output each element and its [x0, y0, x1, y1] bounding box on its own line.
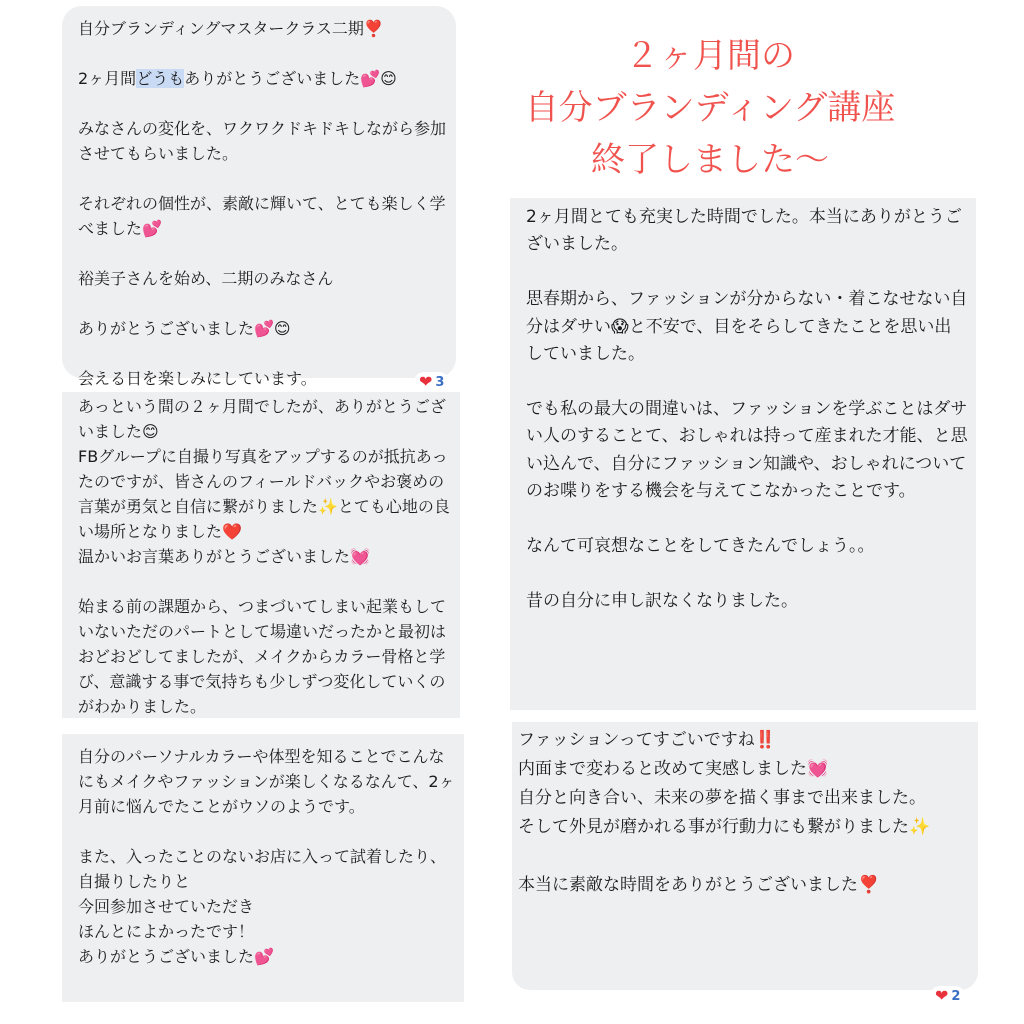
message-bubble-5[interactable] [512, 722, 978, 990]
message-text: 2ヶ月間とても充実した時間でした。本当にありがとうございました。 思春期から、ファッションが分からない・着こなせない自分はダサい😱と不安で、目をそらしてきたことを思い出していました。 でも私の最大の間違いは、ファッションを学ぶことはダサい人のすることて、おしゃれは持って産まれた才能、と思い込んで、自分にファッション知識や、おしゃれについてのお喋りをする機会を与えてこなかったことです。 なんて可哀想なことをしてきたんでしょう。。 昔の自分に申し訳なくなりました。 [526, 207, 968, 611]
message-bubble-3[interactable] [62, 734, 464, 1002]
message-text-rest: みなさんの変化を、ワクワクドキドキしながら参加させてもらいました。 それぞれの個性が、素敵に輝いて、とても楽しく学べました💕 裕美子さんを始め、二期のみなさん ありがとうございました💕😊 会える日を楽しみにしています。 [78, 119, 447, 388]
message-text-start: 2ヶ月間 [78, 69, 137, 88]
heart-icon: ❤ [419, 372, 433, 391]
message-bubble-4[interactable] [510, 198, 976, 710]
headline: ２ヶ月間の 自分ブランディング講座 終了しました〜 [524, 36, 896, 180]
message-text-continued: ありがとうございました💕😊 [184, 69, 397, 88]
reaction-count: 2 [951, 988, 961, 1004]
selected-text[interactable]: どうも [136, 69, 185, 88]
reaction-badge-2[interactable] [930, 986, 965, 1006]
message-bubble-1[interactable] [62, 6, 456, 388]
reaction-count: 3 [435, 374, 445, 390]
reaction-badge-1[interactable] [414, 372, 449, 392]
message-text: あっという間の２ヶ月間でしたが、ありがとうございました😊 FBグループに自撮り写真をアップするのが抵抗あったのですが、皆さんのフィールドバックやお褒めの言葉が勇気と自信に繋がりました✨とても心地の良い場所となりました❤️ 温かいお言葉ありがとうございました💓 始まる前の課題から、つまづいてしまい起業もしていないただのパートとして場違いだったかと最初はおどおどしてましたが、メイクからカラー骨格と学び、意識する事で気持ちも少しずつ変化していくのがわかりました。 [78, 397, 450, 716]
message-text: ファッションってすごいですね‼️ 内面まで変わると改めて実感しました💓 自分と向き合い、未来の夢を描く事まで出来ました。 そして外見が磨かれる事が行動力にも繋がりました✨ 本当に素敵な時間をありがとうございました❣️ [518, 730, 931, 895]
message-bubble-2[interactable] [62, 392, 460, 718]
message-first-line: 自分ブランディングマスタークラス二期❣️ [78, 19, 384, 38]
heart-icon: ❤ [935, 986, 949, 1005]
message-text: 自分のパーソナルカラーや体型を知ることでこんなにもメイクやファッションが楽しくなるなんて、2ヶ月前に悩んでたことがウソのようです。 また、入ったことのないお店に入って試着したり、自撮りしたりと 今回参加させていただき ほんとによかったです！ ありがとうございました💕 [78, 747, 455, 966]
